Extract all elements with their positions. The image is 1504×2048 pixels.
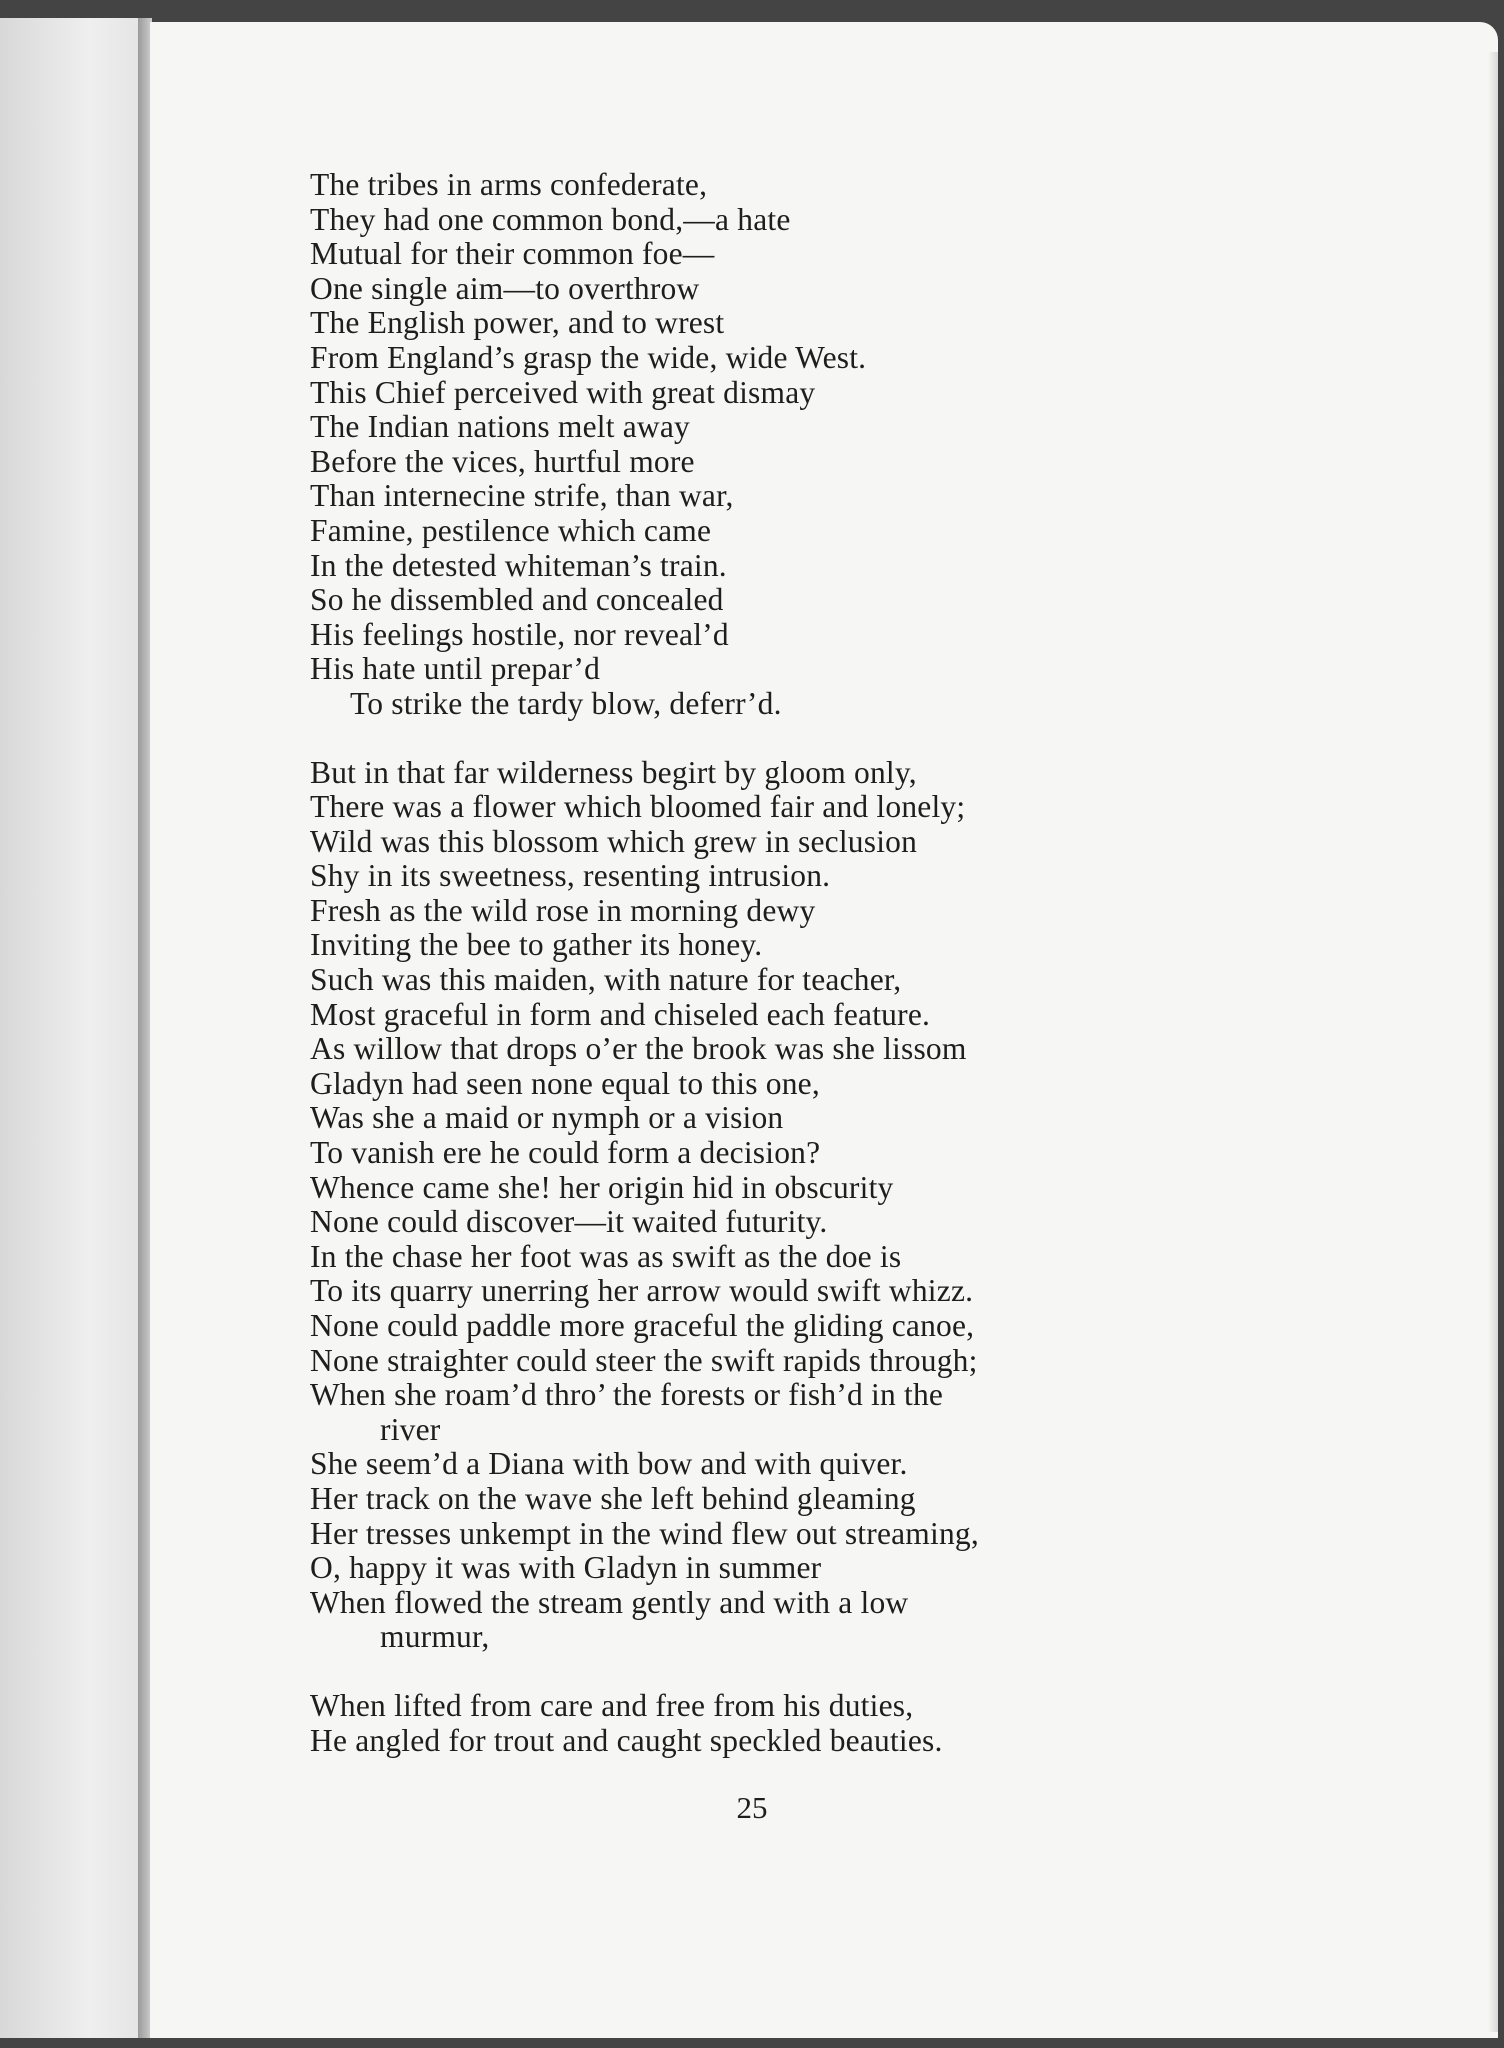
poem-line: His feelings hostile, nor reveal’d: [310, 616, 729, 652]
poem-line: Her tresses unkempt in the wind flew out streaming,: [310, 1515, 979, 1551]
poem-line: To its quarry unerring her arrow would swift whizz.: [310, 1273, 974, 1309]
facing-page-edge: [0, 18, 150, 2038]
stanza-break: [310, 1655, 1290, 1689]
poem-line: To strike the tardy blow, deferr’d.: [350, 685, 782, 721]
stanza-2: [310, 756, 1290, 1655]
poem-line: So he dissembled and concealed: [310, 582, 724, 618]
poem-line: One single aim—to overthrow: [310, 270, 700, 306]
poem-line: His hate until prepar’d: [310, 651, 601, 687]
poem-line: In the detested whiteman’s train.: [310, 547, 727, 583]
poem-line: Was she a maid or nymph or a vision: [310, 1100, 784, 1136]
poem-line: Shy in its sweetness, resenting intrusion.: [310, 858, 831, 894]
poem-line: Wild was this blossom which grew in seclusion: [310, 823, 918, 859]
poem-line: Most graceful in form and chiseled each feature.: [310, 996, 931, 1032]
poem-line: Gladyn had seen none equal to this one,: [310, 1065, 820, 1101]
page-edge-shadow: [1488, 52, 1498, 2032]
poem-text: [310, 168, 1290, 1758]
poem-line: To vanish ere he could form a decision?: [310, 1135, 821, 1171]
poem-line: Fresh as the wild rose in morning dewy: [310, 892, 816, 928]
stanza-1: [310, 168, 1290, 722]
stanza-break: [310, 722, 1290, 756]
poem-line: As willow that drops o’er the brook was she lissom: [310, 1031, 967, 1067]
poem-line: From England’s grasp the wide, wide West.: [310, 339, 867, 375]
poem-line-continuation: murmur,: [380, 1619, 490, 1655]
poem-line: O, happy it was with Gladyn in summer: [310, 1550, 822, 1586]
poem-line: The English power, and to wrest: [310, 305, 725, 341]
poem-line: Famine, pestilence which came: [310, 512, 712, 548]
page-number: 25: [736, 1790, 768, 1825]
poem-line: When lifted from care and free from his duties,: [310, 1687, 914, 1723]
poem-line: The tribes in arms confederate,: [310, 167, 708, 202]
poem-line: But in that far wilderness begirt by gloom only,: [310, 754, 917, 790]
stanza-3: [310, 1689, 1290, 1758]
poem-line: When she roam’d thro’ the forests or fish’d in the: [310, 1377, 944, 1413]
poem-line: He angled for trout and caught speckled beauties.: [310, 1722, 943, 1758]
poem-line: When flowed the stream gently and with a low: [310, 1584, 909, 1620]
poem-line: She seem’d a Diana with bow and with quiver.: [310, 1446, 908, 1482]
poem-line: There was a flower which bloomed fair and lonely;: [310, 789, 966, 825]
poem-line: Her track on the wave she left behind gleaming: [310, 1480, 916, 1516]
poem-line: None could paddle more graceful the gliding canoe,: [310, 1308, 975, 1343]
poem-line-continuation: river: [380, 1411, 441, 1447]
poem-line: None straighter could steer the swift rapids through;: [310, 1342, 978, 1378]
poem-line: None could discover—it waited futurity.: [310, 1204, 828, 1240]
poem-line: Inviting the bee to gather its honey.: [310, 927, 763, 963]
poem-line: The Indian nations melt away: [310, 409, 690, 445]
poem-line: In the chase her foot was as swift as the doe is: [310, 1238, 902, 1274]
poem-line: This Chief perceived with great dismay: [310, 374, 816, 410]
poem-line: Mutual for their common foe—: [310, 236, 715, 272]
poem-line: They had one common bond,—a hate: [310, 201, 791, 237]
poem-line: Whence came she! her origin hid in obscurity: [310, 1169, 894, 1205]
poem-line: Than internecine strife, than war,: [310, 478, 734, 514]
poem-line: Such was this maiden, with nature for teacher,: [310, 962, 902, 998]
poem-line: Before the vices, hurtful more: [310, 443, 695, 479]
